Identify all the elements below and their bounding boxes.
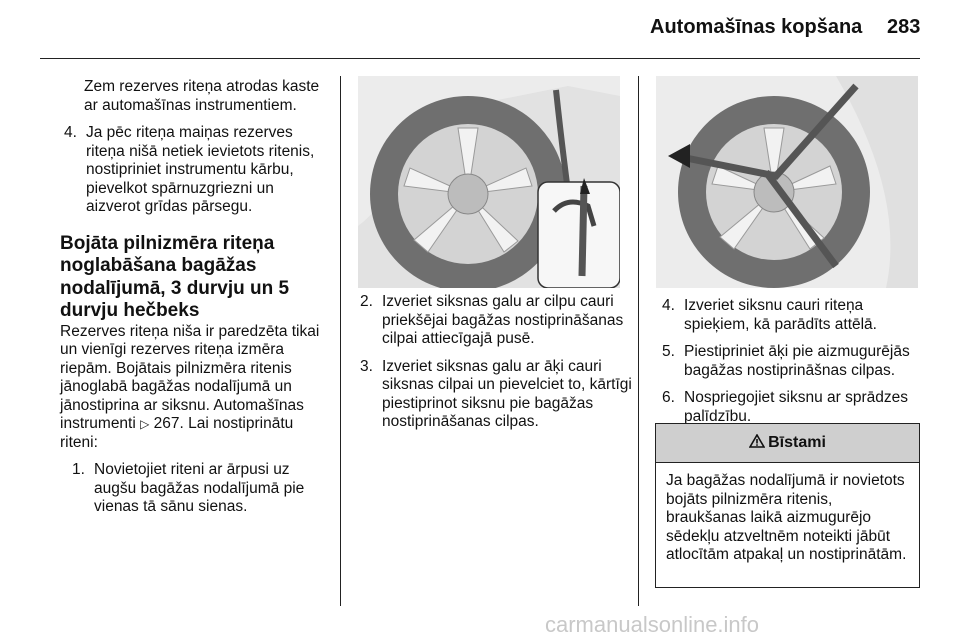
- list-item: [72, 461, 332, 517]
- item-number: 4.: [64, 124, 77, 141]
- warning-title: Bīstami: [768, 434, 826, 451]
- wheel-strapped-illustration: [656, 76, 918, 288]
- column-2: [360, 293, 632, 432]
- column-divider: [638, 76, 639, 606]
- page-title: Automašīnas kopšana: [650, 16, 863, 38]
- item-number: 6.: [662, 389, 675, 406]
- item-number: 5.: [662, 343, 675, 360]
- warning-text: Ja bagāžas nodalījumā ir novietots bojāts pilnizmēra ritenis, braukšanas laikā aizmugurējo sēdekļu atzveltnēm noteikti jābūt atlocītām atpakaļ un nostiprinātām.: [666, 472, 907, 563]
- item-text: Ja pēc riteņa maiņas rezerves riteņa nišā netiek ievietots ritenis, nostipriniet instrumentu kārbu, pievelkot spārnuzgriezni un aizverot grīdas pārsegu.: [86, 124, 315, 215]
- list-item: [662, 297, 920, 334]
- watermark: carmanualsonline.info: [545, 612, 760, 637]
- list-item: [360, 358, 632, 432]
- column-divider: [340, 76, 341, 606]
- warning-triangle-icon: [749, 434, 765, 453]
- paragraph-reference: 267. Lai nostiprinātu riteni:: [60, 415, 294, 451]
- page-number: 283: [887, 16, 921, 38]
- list-item: [360, 293, 632, 349]
- warning-header: [656, 424, 919, 463]
- column-1: [60, 78, 332, 517]
- header-rule: [40, 58, 920, 59]
- list-item: [662, 389, 920, 426]
- item-text: Novietojiet riteni ar ārpusi uz augšu bagāžas nodalījumā pie vienas tā sānu sienas.: [94, 461, 305, 515]
- item-text: Izveriet siksnu cauri riteņa spieķiem, kā parādīts attēlā.: [684, 297, 877, 333]
- item-text: Izveriet siksnas galu ar āķi cauri siksnas cilpai un pievelciet to, kārtīgi piestiprinot siksnu pie bagāžas nostiprināšanas cilpas.: [382, 357, 632, 430]
- item-number: 2.: [360, 293, 373, 310]
- item-number: 3.: [360, 357, 373, 375]
- list-item: [64, 124, 332, 217]
- item-number: 1.: [72, 461, 85, 478]
- column-3: [662, 297, 920, 426]
- warning-box: [655, 423, 920, 588]
- reference-arrow-icon: ▷: [140, 417, 150, 431]
- list-item: [662, 343, 920, 380]
- item-number: 4.: [662, 297, 675, 314]
- section-heading: Bojāta pilnizmēra riteņa noglabāšana bagāžas nodalījumā, 3 durvju un 5 durvju hečbeks: [60, 232, 290, 321]
- paragraph-text: Rezerves riteņa niša ir paredzēta tikai un vienīgi rezerves riteņa izmēra riepām. Bojātais pilnizmēra ritenis jānoglabā bagāžas nodalījumā un jānostiprina ar siksnu. Automašīnas instrumenti: [60, 322, 320, 432]
- item-text: Nospriegojiet siksnu ar sprādzes palīdzību.: [684, 389, 908, 425]
- body-paragraph: [60, 323, 332, 453]
- spare-wheel-strap-illustration: [358, 76, 620, 288]
- intro-text: Zem rezerves riteņa atrodas kaste ar automašīnas instrumentiem.: [84, 78, 320, 114]
- item-text: Izveriet siksnas galu ar cilpu cauri priekšējai bagāžas nostiprināšanas cilpai attiecīgajā pusē.: [382, 293, 624, 347]
- item-text: Piestipriniet āķi pie aizmugurējās bagāžas nostiprināšnas cilpas.: [684, 343, 910, 379]
